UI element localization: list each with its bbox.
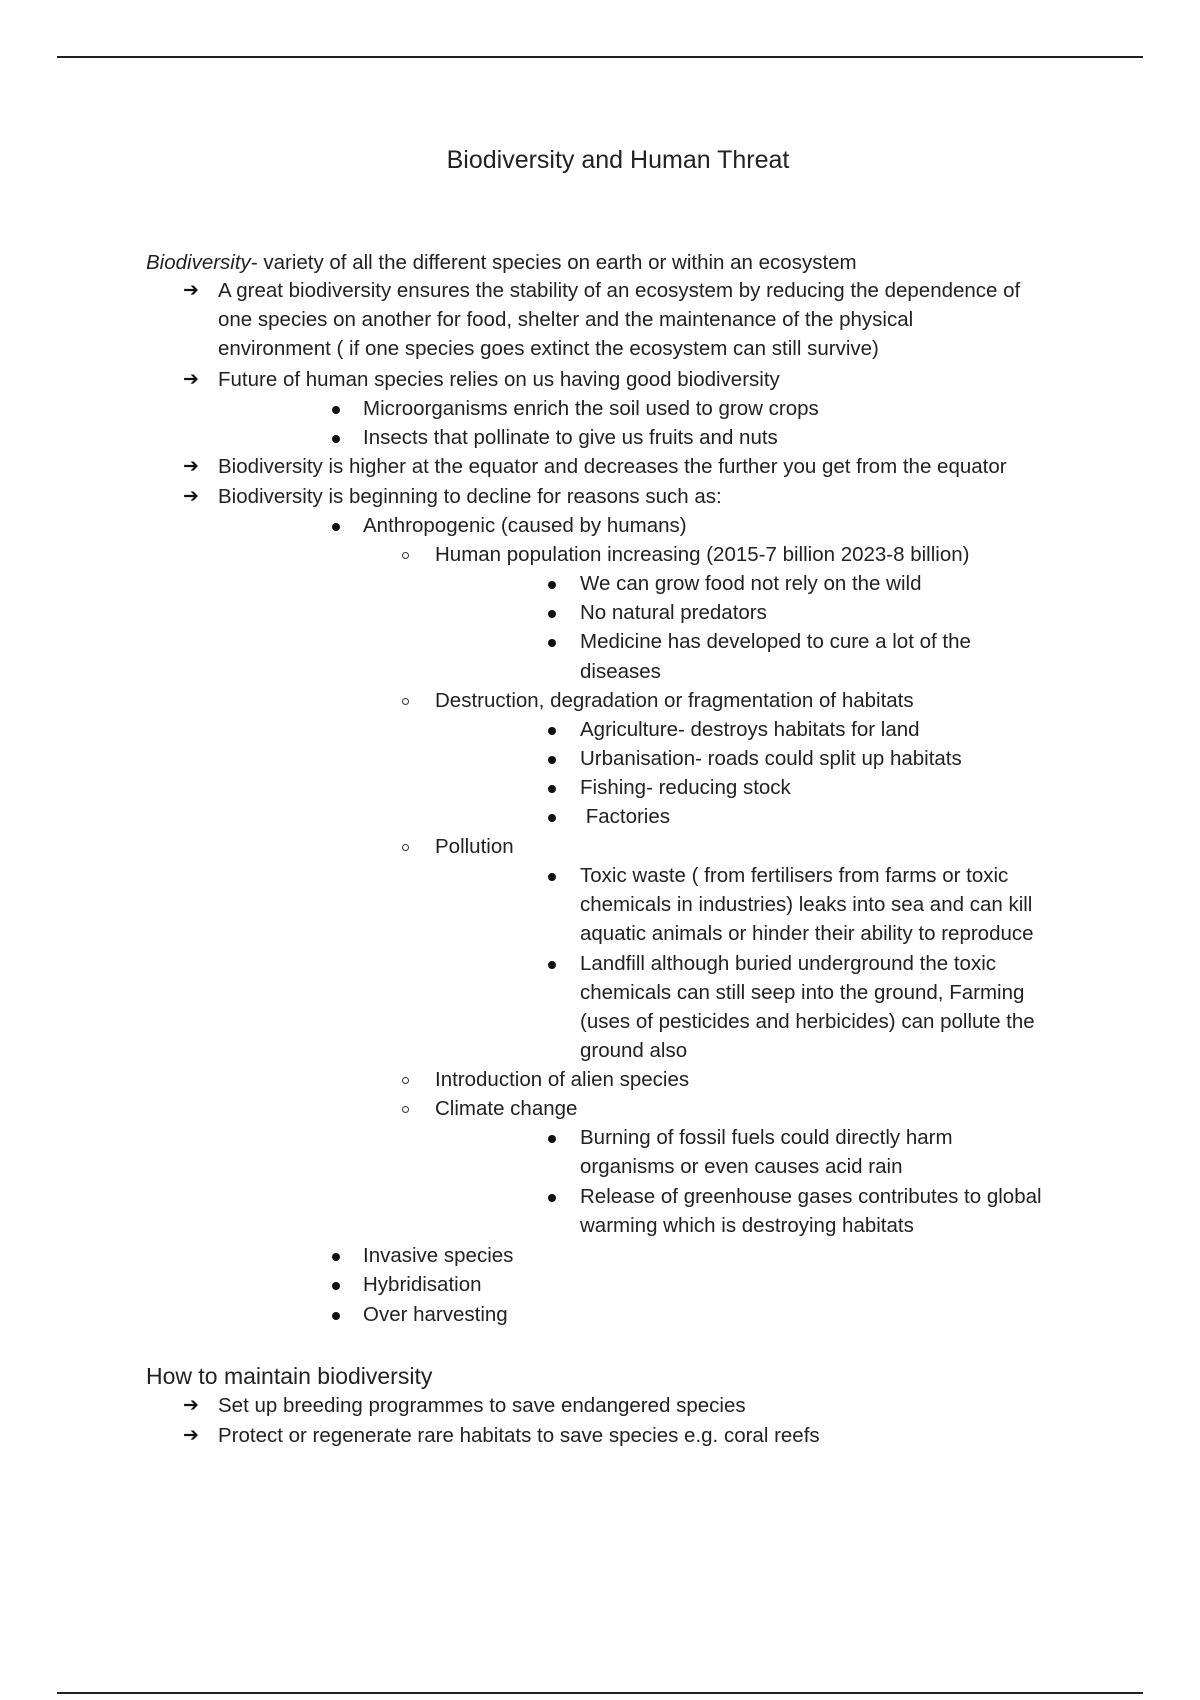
list-item-continuation: aquatic animals or hinder their ability to reproduce <box>580 922 1034 945</box>
bottom-rule <box>57 1692 1143 1694</box>
page-title: Biodiversity and Human Threat <box>446 146 790 174</box>
list-item: Hybridisation <box>363 1273 482 1296</box>
bullet-dot-icon <box>332 1282 340 1290</box>
list-item-continuation: chemicals can still seep into the ground, Farming <box>580 981 1025 1004</box>
bullet-dot-icon <box>548 756 556 764</box>
list-item-continuation: diseases <box>580 660 661 683</box>
list-item: Anthropogenic (caused by humans) <box>363 514 687 537</box>
arrow-bullet-icon: ➔ <box>183 1395 199 1416</box>
list-item-continuation: ground also <box>580 1039 688 1062</box>
bullet-circle-icon <box>402 844 409 851</box>
list-item: Destruction, degradation or fragmentation of habitats <box>435 689 914 712</box>
bullet-circle-icon <box>402 552 409 559</box>
bullet-dot-icon <box>332 1253 340 1261</box>
arrow-bullet-icon: ➔ <box>183 280 199 301</box>
list-item: Release of greenhouse gases contributes to global <box>580 1185 1042 1208</box>
list-item: Fishing- reducing stock <box>580 776 791 799</box>
list-item: Burning of fossil fuels could directly harm <box>580 1126 953 1149</box>
list-item: Toxic waste ( from fertilisers from farms or toxic <box>580 864 1009 887</box>
list-item: Biodiversity is beginning to decline for reasons such as: <box>218 485 722 508</box>
list-item-continuation: environment ( if one species goes extinct the ecosystem can still survive) <box>218 337 879 360</box>
bullet-dot-icon <box>548 581 556 589</box>
list-item: Future of human species relies on us having good biodiversity <box>218 368 780 391</box>
bullet-dot-icon <box>548 1135 556 1143</box>
bullet-dot-icon <box>548 610 556 618</box>
bullet-circle-icon <box>402 698 409 705</box>
list-item: Agriculture- destroys habitats for land <box>580 718 920 741</box>
bullet-circle-icon <box>402 1106 409 1113</box>
bullet-dot-icon <box>548 785 556 793</box>
list-item: Insects that pollinate to give us fruits and nuts <box>363 426 778 449</box>
list-item-continuation: warming which is destroying habitats <box>580 1214 914 1237</box>
list-item: Factories <box>580 805 670 828</box>
bullet-dot-icon <box>332 406 340 414</box>
list-item: Pollution <box>435 835 514 858</box>
list-item: Over harvesting <box>363 1303 508 1326</box>
list-item-continuation: organisms or even causes acid rain <box>580 1155 903 1178</box>
list-item-continuation: one species on another for food, shelter and the maintenance of the physical <box>218 308 914 331</box>
list-item: Medicine has developed to cure a lot of the <box>580 630 971 653</box>
list-item: Invasive species <box>363 1244 514 1267</box>
list-item: Set up breeding programmes to save endangered species <box>218 1394 746 1417</box>
arrow-bullet-icon: ➔ <box>183 1425 199 1446</box>
list-item-continuation: chemicals in industries) leaks into sea and can kill <box>580 893 1033 916</box>
bullet-dot-icon <box>548 727 556 735</box>
definition-text: - variety of all the different species on earth or within an ecosystem <box>250 251 857 274</box>
list-item: We can grow food not rely on the wild <box>580 572 922 595</box>
section-heading: How to maintain biodiversity <box>146 1363 433 1389</box>
list-item: Landfill although buried underground the toxic <box>580 952 996 975</box>
bullet-dot-icon <box>332 435 340 443</box>
bullet-dot-icon <box>548 1194 556 1202</box>
arrow-bullet-icon: ➔ <box>183 456 199 477</box>
list-item: Protect or regenerate rare habitats to save species e.g. coral reefs <box>218 1424 820 1447</box>
bullet-dot-icon <box>548 873 556 881</box>
bullet-dot-icon <box>332 523 340 531</box>
list-item: Climate change <box>435 1097 578 1120</box>
arrow-bullet-icon: ➔ <box>183 369 199 390</box>
list-item: Urbanisation- roads could split up habitats <box>580 747 962 770</box>
list-item: Microorganisms enrich the soil used to grow crops <box>363 397 819 420</box>
bullet-circle-icon <box>402 1077 409 1084</box>
list-item: No natural predators <box>580 601 767 624</box>
list-item: Human population increasing (2015-7 billion 2023-8 billion) <box>435 543 970 566</box>
list-item-continuation: (uses of pesticides and herbicides) can pollute the <box>580 1010 1035 1033</box>
arrow-bullet-icon: ➔ <box>183 486 199 507</box>
bullet-dot-icon <box>548 961 556 969</box>
definition-line <box>146 251 857 275</box>
bullet-dot-icon <box>548 814 556 822</box>
top-rule <box>57 56 1143 58</box>
bullet-dot-icon <box>332 1312 340 1320</box>
list-item: A great biodiversity ensures the stability of an ecosystem by reducing the dependence of <box>218 279 1021 302</box>
definition-term: Biodiversity <box>146 251 251 274</box>
list-item: Introduction of alien species <box>435 1068 690 1091</box>
list-item: Biodiversity is higher at the equator and decreases the further you get from the equator <box>218 455 1007 478</box>
bullet-dot-icon <box>548 639 556 647</box>
